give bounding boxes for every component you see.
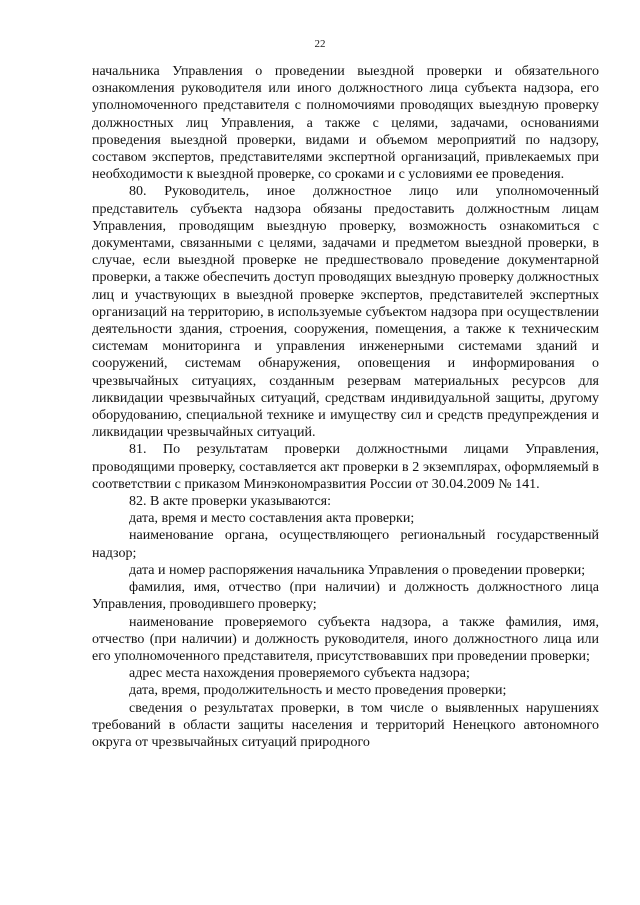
list-item: дата и номер распоряжения начальника Управления о проведении проверки; — [129, 562, 586, 578]
paragraph-82: 82. В акте проверки указываются: — [129, 494, 332, 510]
paragraph-80: 80. Руководитель, иное должностное лицо или уполномоченный представитель субъекта надзора обязаны предоставить должностным лицам Управления, проводящим выездную проверку, возможность ознакомиться с документами, связанными с целями, задачами и предметом выездной проверки, в случае, если выездной проверке не предшествовало проведение документарной проверки, а также обеспечить доступ проводящих выездную проверку должностных лиц и участвующих в выездной проверке экспертов, представителей экспертных организаций на территорию, в используемые субъектом надзора при осуществлении деятельности здания, строения, сооружения, помещения, а также к техническим системам мониторинга и управления инженерными системами зданий и сооружений, системам обнаружения, оповещения и информирования о чрезвычайных ситуациях, созданным резервам материальных ресурсов для ликвидации чрезвычайных ситуаций, средствам индивидуальной защиты, другому оборудованию, специальной технике и имуществу сил и средств предупреждения и ликвидации чрезвычайных ситуаций. — [92, 184, 599, 441]
list-item: дата, время, продолжительность и место проведения проверки; — [129, 683, 507, 699]
list-item: фамилия, имя, отчество (при наличии) и должность должностного лица Управления, проводившего проверку; — [92, 580, 599, 613]
list-item: дата, время и место составления акта проверки; — [129, 511, 415, 527]
page-number: 22 — [314, 38, 326, 50]
list-item: наименование проверяемого субъекта надзора, а также фамилия, имя, отчество (при наличии) и должность руководителя, иного должностного лица или его уполномоченного представителя, присутствовавших при проведении проверки; — [92, 614, 599, 664]
list-item: сведения о результатах проверки, в том числе о выявленных нарушениях требований в области защиты населения и территорий Ненецкого автономного округа от чрезвычайных ситуаций природного — [92, 700, 599, 750]
list-item: наименование органа, осуществляющего региональный государственный надзор; — [92, 528, 599, 561]
list-item: адрес места нахождения проверяемого субъекта надзора; — [129, 666, 470, 682]
document-body — [92, 63, 599, 751]
paragraph-continuation: начальника Управления о проведении выездной проверки и обязательного ознакомления руководителя или иного должностного лица субъекта надзора, его уполномоченного представителя с полномочиями проводящих выездную проверку должностных лиц Управления, а также с целями, задачами, основаниями проведения выездной проверки, видами и объемом мероприятий по надзору, составом экспертов, представителями экспертной организаций, привлекаемых при необходимости к выездной проверке, со сроками и с условиями ее проведения. — [92, 64, 599, 183]
paragraph-81: 81. По результатам проверки должностными лицами Управления, проводящими проверку, составляется акт проверки в 2 экземплярах, оформляемый в соответствии с приказом Минэкономразвития России от 30.04.2009 № 141. — [92, 442, 599, 492]
